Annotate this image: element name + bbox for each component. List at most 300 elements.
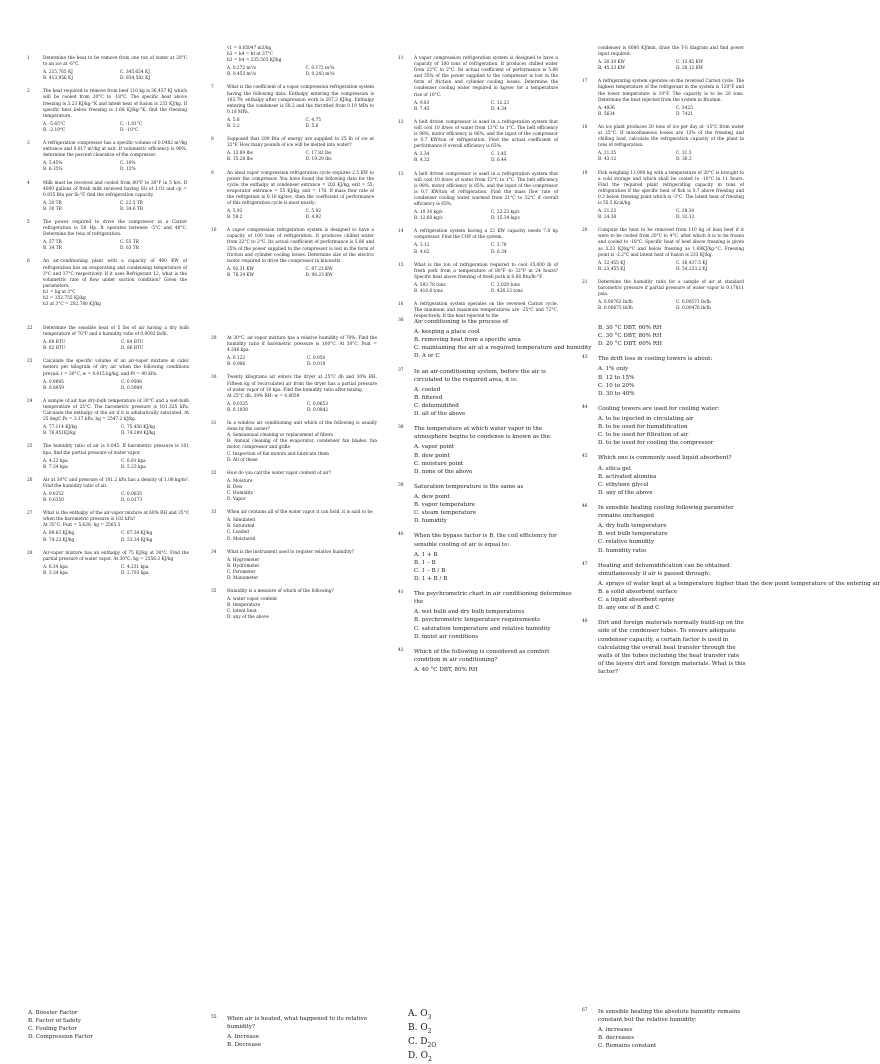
question-number: 5 (27, 219, 30, 225)
answer-option: A. dew point (414, 493, 450, 500)
question (582, 561, 880, 613)
answer-option: A. 4.23 kpa (43, 458, 68, 464)
answer-option: B. 34 TR (43, 246, 62, 252)
chem-subscript: 2 (428, 1055, 432, 1063)
answer-option: A. 9.83 (414, 100, 430, 106)
question-number (582, 322, 598, 348)
answer-option: D. 20 °C DBT, 60% RH (598, 341, 662, 348)
answer-option: A. to be injected in circulating air (598, 415, 694, 422)
answer-option: B. vapor temperature (414, 502, 476, 509)
chem-subscript: 2 (427, 1027, 432, 1035)
answer-option: C. 0.172 m³/s (305, 66, 335, 72)
answer-option: C. 31.5 (676, 151, 692, 157)
answer-option: C. 1 – B / B (414, 567, 446, 574)
answer-option: A. 57 TR (43, 240, 62, 246)
answer-option: A. 13.89 lbs (227, 151, 253, 157)
question (582, 355, 746, 398)
question (582, 280, 744, 312)
question-text: Which one is commonly used liquid absorbent? (598, 455, 732, 462)
question-text: The power required to drive the compressor in a Carnot refrigeration is 50 Hp. It operates between -5°C and 40°C. Determine the tons of refrigeration. (43, 219, 187, 238)
answer-option: C. 345,654 KJ (120, 70, 150, 76)
question-number: 1 (27, 56, 30, 61)
answer-option: A. wet bulb and dry bulb temperatures (414, 609, 525, 616)
answer-option: C. 0.0635 (121, 491, 142, 497)
answer-option: A. 60 BTU (43, 340, 66, 346)
question-number: 22 (27, 326, 33, 331)
answer-option: B. activated alumina (598, 473, 657, 480)
answer-option: B. dew point (414, 452, 450, 459)
answer-option: B. Decrease (227, 1042, 262, 1049)
answer-option: D. 0.019 (307, 362, 326, 368)
chem-option (408, 1050, 528, 1064)
answer-option: C. saturation temperature and relative humidity (414, 625, 551, 632)
answer-option: B. Hydrometer (227, 563, 260, 569)
answer-option: B. 1 – B (414, 559, 436, 566)
answer-option: A. cooled (414, 386, 441, 393)
answer-option: A. 1 + B (414, 551, 438, 558)
question-number: 25 (27, 444, 33, 450)
answer-option: B. a solid absorbent surface (598, 588, 678, 595)
answer-option: C. latent heat (227, 609, 257, 615)
question-number: 39 (398, 482, 404, 488)
answer-option: B. 6.35% (43, 167, 63, 173)
question-text: In sensible heating cooling following parameter remains unchanged (598, 504, 734, 520)
answer-option: C. 75.456 KJ/kg (121, 425, 156, 431)
chem-subscript: 2O (427, 1041, 437, 1049)
answer-option: C. Loaded (227, 530, 249, 536)
question-text: A vapor compression refrigeration system is designed to have a capacity of 100 tons of refrigeration. It produces chilled water from 22°C to 2°C. Its actual coefficient of performance is 5.86 and 35% of the power supplied to the compressor is lost in the form of friction and cylinder cooling losses. Determine size of the electric motor required to drive the compressor in kilowatts. (227, 228, 374, 264)
section1-col4 (582, 46, 744, 319)
question-number: 19 (582, 170, 588, 176)
question-number: 34 (211, 549, 217, 555)
answer-option: C. 30 °C DBT, 80% RH (598, 333, 662, 340)
answer-option: C. to be used for filtration of air (598, 432, 689, 439)
question (211, 589, 377, 621)
question (398, 229, 558, 255)
answer-option: B. Saturated (227, 524, 255, 530)
answer-option: B. psychrometric temperature requirements (414, 617, 540, 624)
question-text: In an air-conditioning system, before the air is circulated to the required area, it is: (414, 368, 546, 383)
question-text: Supposed that 200 Btu of energy are supplied to 25 lb of ice at 32°F. How many pounds of ice will be melted into water? (227, 137, 374, 149)
question (582, 322, 746, 348)
question-number: 2 (27, 89, 30, 95)
answer-option: C. 84 BTU (121, 340, 144, 346)
question (27, 359, 189, 391)
answer-option: D. 4.34 (491, 106, 507, 112)
answer-option: D. to be used for cooling the compressor (598, 440, 714, 447)
question-number: 23 (27, 359, 33, 365)
question-text: Cooling towers are used for cooling water: (598, 405, 720, 412)
answer-option: A. silica gel (598, 465, 631, 472)
question (211, 171, 374, 222)
answer-option: D. 12% (120, 167, 136, 173)
answer-option: B. 0.00673 lb/lb (598, 306, 633, 312)
answer-option: C. 0.0653 (307, 401, 328, 407)
question-number: 28 (27, 550, 33, 556)
chem-option-label: C. D (408, 1036, 428, 1047)
answer-option: B. 59.2 (227, 215, 243, 221)
question-text: In sensible heating the absolute humidity remains constant but the relative humidity: (598, 1009, 741, 1024)
question (398, 56, 558, 113)
answer-option: D. 32.12 (676, 215, 695, 221)
question-number: 11 (398, 56, 404, 61)
question-text: condenser is 6000 KJ/min, draw the T-S diagram and find power input required. (598, 46, 744, 58)
question (27, 551, 189, 577)
question (582, 46, 744, 72)
answer-option: A. 2.34 (414, 152, 430, 158)
answer-option: A. 0.0352 (43, 491, 64, 497)
answer-option: C. 55 TR (120, 240, 139, 246)
question-text: Calculate the specific volume of an air-vapor mixture in cubic meters per kilogram of dry air when the following conditions prevail: t = 30°C, w = 0.015 kg/kg, and Pt = 90 kPa. (43, 359, 189, 377)
question-number: 26 (27, 477, 33, 483)
answer-option: D. 98.23 KW (305, 272, 333, 278)
answer-option: B. 12 to 15% (598, 374, 635, 381)
answer-option: A. keeping a place cool (414, 329, 480, 336)
answer-option: A. increases (598, 1027, 633, 1034)
answer-option: D. 1 + B / B (414, 575, 448, 582)
answer-option: A. 77.114 KJ/kg (43, 425, 77, 431)
answer-option: B. wet bulb temperature (598, 531, 668, 538)
answer-option: D. 7421 (676, 111, 693, 117)
question-text: An air-conditioning plant with a capacity of 400 KW of refrigeration has an evaporating and condensing temperature of 3°C and 37°C respectively. If it uses Refrigerant 12, what is the volumetric rate of flow under suction condition? Given the parameters: h1 = hg at 3°C h2 = 352.755 KJ/kg h3 at 3°C = 202.780 KJ/kg (43, 259, 187, 308)
answer-option: B. to be used for humidification (598, 424, 688, 431)
question-number: 15 (398, 262, 404, 268)
question (27, 181, 187, 213)
answer-option: D. all of the above (414, 411, 466, 418)
question-text: The temperature at which water vapor in the atmosphere begins to condense is known as the: (414, 426, 552, 441)
question-text: Determine the heat to be remove from one ton of water at 20°C to an ice at -6°C. (43, 56, 187, 68)
question (582, 619, 746, 676)
answer-option: A. 4936 (598, 105, 615, 111)
answer-option: A. Increase (227, 1034, 260, 1041)
question-text: Saturation temperature is the same as (414, 483, 524, 490)
answer-option: C. relative humidity (598, 539, 655, 546)
question-text: What is the instrument used to register relative humidity? (227, 549, 355, 555)
question (582, 504, 746, 555)
answer-option: B. 45.33 KW (598, 66, 626, 72)
question-text: Twenty kilograms air enters the dryer at 25°C db and 30% RH. Fifteen kg of recirculated air from the dryer has a partial pressure of water vapor of 10 kpa. Find the humidity ratio after mixing. At 25°C db, 30% RH: w = 0.0059 (227, 375, 377, 399)
answer-option: C. dehumidified (414, 402, 459, 409)
answer-option: A. 10.34 kg/s (414, 210, 443, 216)
answer-option: C. -1.01°C (120, 121, 143, 127)
answer-option: A. 32,455 KJ (598, 260, 626, 266)
chem-option (408, 1008, 528, 1022)
question-text: Milk must be received and cooled from 80°F to 38°F in 5 hrs. If 4000 gallons of fresh milk received having SG of 1.03 and cp = 0.935 Btu per lb-°F, find the refrigeration capacity. (43, 180, 187, 198)
question-number: 37 (398, 367, 404, 373)
question-number: 27 (27, 511, 33, 517)
answer-option: D. any of the above (227, 615, 269, 621)
chem-subscript: 3 (427, 1013, 432, 1021)
question (211, 137, 374, 163)
question-number: 35 (211, 589, 217, 595)
question (211, 1015, 371, 1049)
question (211, 510, 377, 542)
answer-option: A. 20.34 KW (598, 60, 625, 66)
answer-option: B. filtered (414, 394, 443, 401)
answer-option: B. 24.38 (598, 215, 617, 221)
question-text: A sample of air has dry-bulb temperature of 30°C and a wet-bulb temperature of 25°C. The barometric pressure is 101.325 kPa. Calculate the enthalpy of the air if it is adiabatically saturated. At 25 degC Ps = 3.17 kPa, hg = 2547.2 kJ/kg. (43, 398, 189, 423)
answer-option: A. 21.23 (598, 209, 617, 215)
question-text: v1 = 0.05047 m3/kg h3 = h4 = hf at 37°C h3 = h4 = 235.503 KJ/kg (227, 46, 282, 64)
answer-option: C. 23.23 kg/s (491, 210, 520, 216)
answer-option: C. 3.78 (491, 243, 507, 249)
question (398, 172, 558, 223)
question-text: A refrigeration system operates on the reversed Carnot cycle. The minimum and maximum temperatures are -25°C and 72°C, respectively. If the heat rejected to the (414, 302, 558, 320)
answer-option: A. 20 TR (43, 200, 62, 206)
question-number: 6 (27, 259, 30, 265)
question-number: 17 (582, 79, 588, 85)
answer-option: A. 1% only (598, 366, 629, 373)
question (27, 56, 187, 82)
question (398, 120, 558, 165)
answer-option: D. Vapor (227, 497, 246, 503)
question-number: 46 (582, 503, 588, 509)
answer-option: C. 0.9598 (121, 379, 142, 385)
chem-option (408, 1036, 528, 1050)
answer-option: B. 23,455 KJ (598, 266, 626, 272)
answer-option: D. 36.3 (676, 157, 692, 163)
answer-option: C. maintaining the air at a required temperature and humidity (414, 345, 592, 352)
answer-option: C. 3.45 (491, 152, 507, 158)
answer-option: D. -10°C (120, 127, 139, 133)
answer-option: D. 0.0173 (121, 498, 143, 504)
question-number: 13 (398, 171, 404, 177)
section2-col4 (582, 322, 880, 683)
answer-option: A. 6.34 kpa (43, 564, 68, 570)
section1-col2 (211, 46, 374, 286)
answer-option: D. 30 to 40% (598, 390, 635, 397)
answer-option: C. 12.23 (491, 100, 510, 106)
question (398, 425, 574, 476)
answer-option: D. 54,223.2 KJ (676, 266, 708, 272)
question (27, 141, 187, 173)
answer-option: C. 13.45 KW (676, 60, 704, 66)
question (27, 326, 189, 352)
question-number: 33 (211, 510, 217, 516)
answer-option: B. 43.12 (598, 157, 617, 163)
answer-option: A. 5.92 (227, 209, 243, 215)
question-number: 10 (211, 228, 217, 234)
answer-option: B. -2.19°C (43, 127, 66, 133)
answer-option: B. 0.986 (227, 362, 246, 368)
question-text: At 30°C, air-vapor mixture has a relative humidity of 70%. Find the humidity ratio if barometric pressure is 100°C. At 30°C, Psat = 4.246 kpa. (227, 336, 377, 354)
answer-option: B. 82 BTU (43, 346, 66, 352)
question (211, 336, 377, 368)
question-text: An ice plant produces 20 tons of ice per day at -15°C from water at 25°C. If miscellaneous losses are 12% of the freezing and chilling load, calculate the refrigeration capacity of the plant in tons of refrigeration. (598, 124, 744, 149)
answer-option: B. 0.453 m³/s (227, 72, 257, 78)
answer-option: B. 410.6 tons (414, 289, 443, 294)
question-number: 45 (582, 454, 588, 460)
answer-option: C. 87.23 KW (305, 266, 333, 272)
section2-col1 (27, 326, 189, 584)
answer-option: D. humidity (414, 518, 447, 525)
answer-option: D. 74.289 KJ/kg (121, 431, 156, 437)
answer-option: B. 7.34 kpa (43, 464, 68, 470)
question-number: 29 (211, 336, 217, 341)
answer-option: B. 12.60 kg/s (414, 216, 443, 222)
question (211, 471, 377, 503)
answer-option: D. A or C (414, 353, 440, 360)
section3-col1 (28, 1009, 188, 1041)
answer-option: C. 17.82 lbs (305, 151, 332, 157)
question-number: 36 (398, 318, 404, 323)
answer-option: C. 3423 (676, 105, 693, 111)
answer-option: C. Psrometer (227, 569, 256, 575)
question (211, 550, 377, 582)
answer-option: C. moisture point (414, 460, 464, 467)
answer-option: D. 5.6 (305, 124, 319, 130)
section1-col3 (398, 56, 558, 327)
answer-option: C. Fouling Factor (28, 1026, 77, 1033)
answer-option: C. 10 to 20% (598, 382, 635, 389)
question-text: Which of the following is considered as comfort condition in air conditioning? (414, 648, 550, 663)
question-text: When air contains all of the water vapor it can hold, it is said to be (227, 510, 373, 516)
section3-q67 (582, 1008, 746, 1057)
answer-option: D. any one of B and C (598, 605, 660, 612)
question (211, 375, 377, 414)
question-number: 24 (27, 398, 33, 404)
answer-option: C. a liquid absorbent spray (598, 597, 675, 604)
answer-option: C. 0.054 (307, 356, 326, 362)
question-text: Air conditioning is the process of (414, 319, 508, 325)
question-number: 31 (211, 421, 217, 427)
answer-option: B. 3.34 kpa (43, 570, 68, 576)
question-number: 47 (582, 561, 588, 567)
question (582, 228, 744, 273)
question-text: Determine the humidity ratio for a sample of air at standard barometric pressure if partial pressure of water vapor is 0.17811 psia. (598, 279, 744, 298)
question-text: An ideal vapor compression refrigeration cycle requires 2.5 KW to power the compressor. You have found the following data for the cycle: the enthalpy at condenser entrance = 203 KJ/kg, exit = 55; evaporator entrance = 55 KJ/kg, exit = 178. If mass flow rate of the refrigerant is 0.10 kg/sec, then the coefficient of performance of this refrigeration cycle is most nearly: (227, 170, 374, 206)
answer-option: A. water vapor content (227, 597, 278, 603)
answer-option: A. Moisture (227, 478, 253, 484)
answer-option: D. 6.34 (491, 249, 507, 255)
answer-option: B. 30 TR (43, 206, 62, 212)
question-number: 21 (582, 279, 588, 285)
question-text: Humidity is a measure of which of the following? (227, 589, 334, 595)
question-number: 42 (398, 647, 404, 653)
question-number: 30 (211, 375, 217, 381)
question (211, 85, 374, 130)
answer-option: D. 0.5989 (121, 385, 143, 391)
answer-option: A. 0.00763 lb/lb (598, 300, 633, 306)
question (27, 478, 189, 504)
answer-option: A. 92.31 KW (227, 266, 254, 272)
question (582, 454, 746, 497)
answer-option: C. 4.231 kpa (121, 564, 149, 570)
question-text: How do you call the water vapor content of air? (227, 470, 332, 476)
answer-option: D. none of the above (414, 468, 473, 475)
answer-option: D. 28.12 KW (676, 66, 704, 72)
question-text: Air at 30°C and pressure of 101.2 kPa has a density of 1.08 kg/m³. Find the humidity ratio of air. (43, 477, 189, 489)
answer-option: C. 22.5 TR (120, 200, 143, 206)
question-text: A belt driven compressor is used in a refrigeration system that will cool 10 lt/sec of water from 13°C to 1°C. The belt efficiency is 98%, motor efficiency is 85%, and the input of the compressor is 0.7 KW/ton of refrigeration. Find the mass flow rate of condenser cooling water warmed from 21°C to 32°C if overall efficiency is 65%. (414, 171, 558, 207)
answer-option: C. 10% (120, 161, 136, 167)
question-number (211, 46, 227, 78)
answer-option: D. 19.29 lbs (305, 157, 332, 163)
question-number: 7 (211, 85, 214, 91)
question (398, 368, 574, 419)
section3-chem-options (408, 1008, 528, 1064)
answer-option: C. 36,437.5 KJ (676, 260, 708, 266)
question (211, 421, 377, 464)
answer-option: D. 15.34 kg/s (491, 216, 520, 222)
question-text: What is the enthalpy of the air-vapor mixture at 60% RH and 35°C when the barometric pressure is 102 kPa? At 35°C: Psat = 5.628, hg = 2565.3 (43, 511, 189, 529)
answer-option: A. Booster Factor (28, 1010, 78, 1016)
answer-option: C. 6.81 kpa (121, 458, 146, 464)
section2-col2 (211, 336, 377, 629)
answer-option: D. 0.243 m³/s (305, 72, 335, 78)
answer-option: D. 34.6 TR (120, 206, 144, 212)
question-text: Dirt and foreign materials normally build-up on the side of the condenser tubes. To ensure adequate condenser capacity, a certain factor is used in calculating the overall heat transfer through the walls of the tubes including the heat transfer rate of the layers dirt and foreign materials. What is this factor? (598, 620, 746, 675)
question (582, 1008, 746, 1051)
question (27, 89, 187, 134)
question (398, 648, 574, 674)
answer-option: A. 5.8 (227, 117, 240, 123)
question-text: A vapor compression refrigeration system is designed to have a capacity of 100 tons of refrigeration. It produces chilled water from 22°C to 2°C. Its actual coefficient of performance is 5.86 and 35% of the power supplied to the compressor is lost in the form of friction and cylinder cooling losses. Determine the condenser cooling water required in kg/sec for a temperature rise of 10°C. (414, 56, 558, 98)
answer-option: A. Hygrometer (227, 557, 260, 563)
answer-option: A. 215,765 KJ (43, 70, 73, 76)
question-text: A refrigeration compressor has a specific volume of 0.0482 m³/kg entrance and 0.017 m³/kg at exit. If volumetric efficiency is 90%, determine the percent clearance of the compressor. (43, 141, 187, 159)
question-number: 9 (211, 170, 214, 176)
answer-option: D. humidity ratio (598, 547, 647, 554)
answer-option: D. Moistured (227, 536, 256, 542)
question-text: Compute the heat to be removed from 110 kg of lean beef if it were to be cooled from 20°C to 4°C, after which it is to be frozen and cooled to -18°C. Specific heat of beef above freezing is given as 3.23 KJ/kg°C and below freezing as 1.68KJ/kg-°C. Freezing point is -2.2°C and latent heat of fusion is 233 KJ/kg. (598, 228, 744, 258)
question-number: 3 (27, 141, 30, 147)
answer-option: D. any of the above (598, 489, 653, 496)
answer-option: A. 21.35 (598, 151, 617, 157)
question (27, 444, 189, 470)
question-number: 41 (398, 590, 404, 596)
question-text: A refrigeration system having a 22 KW capacity needs 7.8 hp compressor. Find the COP of the system. (414, 229, 558, 241)
answer-option: D. 4.92 (305, 215, 322, 221)
answer-option: D. 0.0842 (307, 407, 329, 413)
question (398, 590, 574, 641)
question-text: Fish weighing 11,000 kg with a temperature of 20°C is brought to a cold storage and which shall be cooled to -10°C in 11 hours. Find the required plant refrigerating capacity in tons of refrigeration if the specific heat of fish is 0.7 above freezing and 0.3 below freezing point which is -3°C. The latent heat of freezing is 55.5 Kcal/kg. (598, 170, 744, 206)
answer-option: B. 7.45 (414, 106, 430, 112)
answer-option: D. 53.34 KJ/kg (121, 537, 153, 543)
answer-option: C. Humidity (227, 490, 254, 496)
answer-option: B. 0.6350 (43, 498, 64, 504)
question-number: 44 (582, 404, 588, 410)
question-text: The drift loss in cooling towers is about: (598, 356, 713, 363)
answer-option: B. 30 °C DBT, 60% RH (598, 325, 662, 331)
answer-option: B. 76.34 KW (227, 272, 255, 278)
question-text: Heating and dehumidification can be obtained simultaneously if air is passed through: (598, 562, 730, 577)
question-number: 32 (211, 470, 217, 476)
answer-option: C. steam temperature (414, 510, 477, 517)
answer-option: A. sprays of water kept at a temperature higher than the dew point temperature of the entering air (598, 580, 880, 587)
question (582, 405, 746, 448)
answer-option: B. 15.28 lbs (227, 157, 253, 163)
answer-option: D. 834,582 KJ (120, 76, 151, 82)
answer-option: D. moist air conditions (414, 633, 479, 640)
answer-option: B. decreases (598, 1035, 635, 1042)
question-number: 55 (211, 1015, 217, 1020)
answer-option: A. 5.45% (43, 161, 63, 167)
question (27, 259, 187, 308)
question-number: 12 (398, 119, 404, 125)
question (211, 46, 374, 78)
answer-option: C. 0.00573 lb/lb (676, 300, 711, 306)
question (582, 79, 744, 118)
question (582, 171, 744, 222)
answer-option: B. 5634 (598, 111, 615, 117)
answer-option: A. 89.63 KJ/kg (43, 531, 75, 537)
answer-option: B. 3.2 (227, 124, 240, 130)
answer-option: C. 67.34 KJ/kg (121, 531, 153, 537)
answer-option: D. 6.44 (491, 158, 507, 164)
answer-option: C. 4.75 (305, 117, 321, 123)
question (398, 263, 558, 295)
